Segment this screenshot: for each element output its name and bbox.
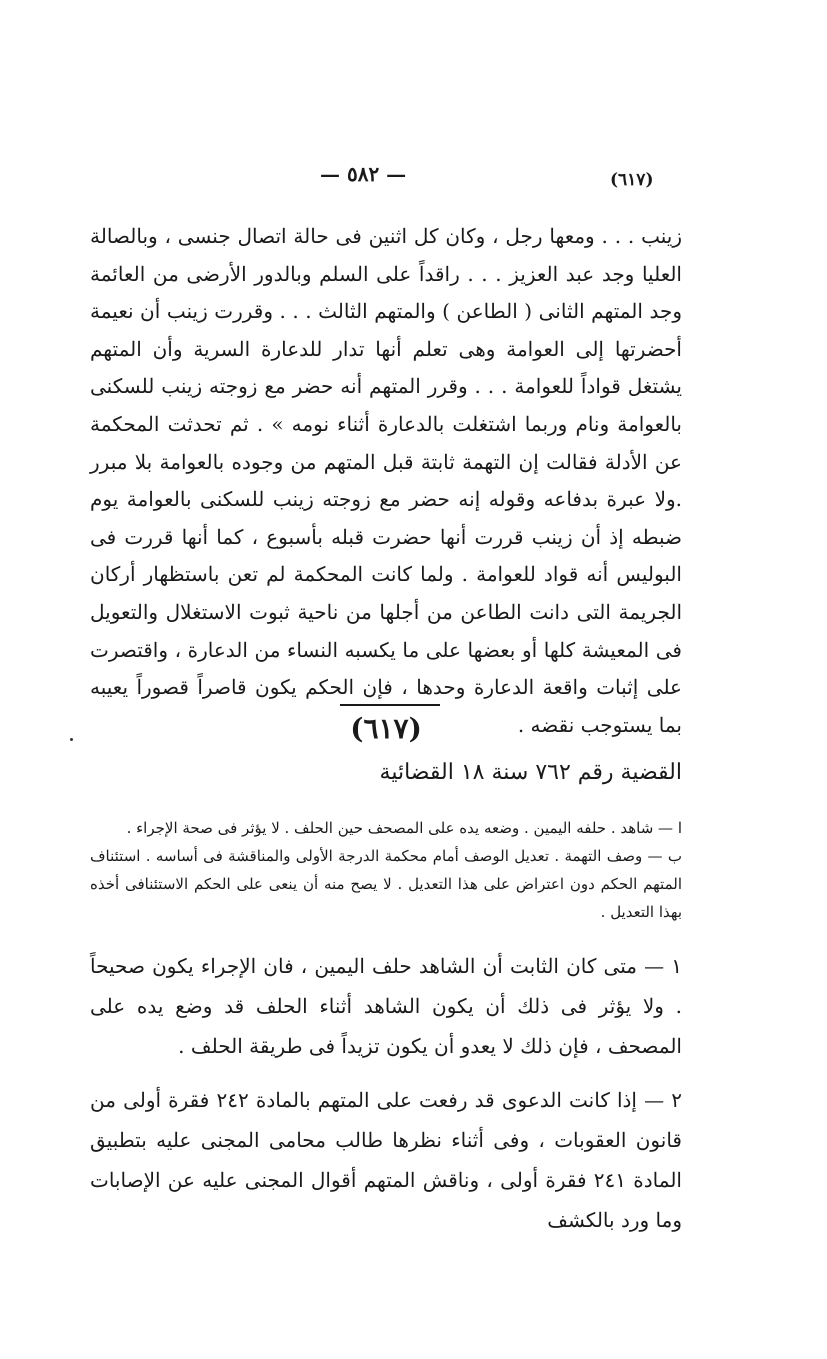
- ruling-paragraph: ٢ — إذا كانت الدعوى قد رفعت على المتهم بالمادة ٢٤٢ فقرة أولى من قانون العقوبات ، وفى أثناء نظرها طالب محامى المجنى عليه بتطبيق المادة ٢٤١ فقرة أولى ، وناقش المتهم أقوال المجنى عليه عن الإصابات وما ورد بالكشف: [90, 1088, 682, 1232]
- running-case-number: (٦١٧): [610, 170, 654, 190]
- section-divider: [340, 704, 440, 706]
- case-rulings: [90, 946, 682, 1254]
- summary-item: ا — شاهد . حلفه اليمين . وضعه يده على المصحف حين الحلف . لا يؤثر فى صحة الإجراء .: [126, 819, 682, 837]
- body-paragraph: زينب . . . ومعها رجل ، وكان كل اثنين فى حالة اتصال جنسى ، وبالصالة العليا وجد عبد العزيز . . . راقداً على السلم وبالدور الأرضى من العائمة وجد المتهم الثانى ( الطاعن ) والمتهم الثالث . . . وقررت زينب أن نعيمة أحضرتها إلى العوامة وهى تعلم أنها تدار للدعارة السرية وأن المتهم يشتغل قواداً للعوامة . . . وقرر المتهم أنه حضر مع زوجته زينب للسكنى بالعوامة ونام وربما اشتغلت بالدعارة أثناء نومه » . ثم تحدثت المحكمة عن الأدلة فقالت إن التهمة ثابتة قبل المتهم من وجوده بالعوامة بلا مبرر .ولا عبرة بدفاعه وقوله إنه حضر مع زوجته زينب للسكنى بالعوامة يوم ضبطه إذ أن زينب قررت أنها حضرت قبله بأسبوع ، كما أنها قررت فى البوليس أنه قواد للعوامة . ولما كانت المحكمة لم تعن باستظهار أركان الجريمة التى دانت الطاعن من أجلها من ناحية ثبوت الاستغلال والتعويل فى المعيشة كلها أو بعضها على ما يكسبه النساء من الدعارة ، واقتصرت على إثبات واقعة الدعارة وحدها ، فإن الحكم يكون قاصراً قصوراً يعيبه بما يستوجب نقضه .: [90, 224, 683, 737]
- ruling-paragraph: ١ — متى كان الثابت أن الشاهد حلف اليمين ، فان الإجراء يكون صحيحاً . ولا يؤثر فى ذلك أن يكون الشاهد أثناء الحلف قد وضع يده على المصحف ، فإن ذلك لا يعدو أن يكون تزيداً فى طريقة الحلف .: [90, 954, 682, 1058]
- case-number-heading: (٦١٧): [350, 712, 422, 745]
- case-title: القضية رقم ٧٦٢ سنة ١٨ القضائية: [379, 760, 682, 785]
- page-header: [90, 162, 682, 196]
- margin-mark: [70, 738, 73, 741]
- page-number: — ٥٨٢ —: [320, 162, 407, 186]
- previous-case-continuation: [90, 218, 682, 744]
- summary-item: ب — وصف التهمة . تعديل الوصف أمام محكمة الدرجة الأولى والمناقشة فى أساسه . استئناف المتهم الحكم دون اعتراض على هذا التعديل . لا يصح منه أن ينعى على الحكم الاستئنافى أخذه بهذا التعديل .: [90, 847, 682, 921]
- case-summary: [90, 814, 682, 926]
